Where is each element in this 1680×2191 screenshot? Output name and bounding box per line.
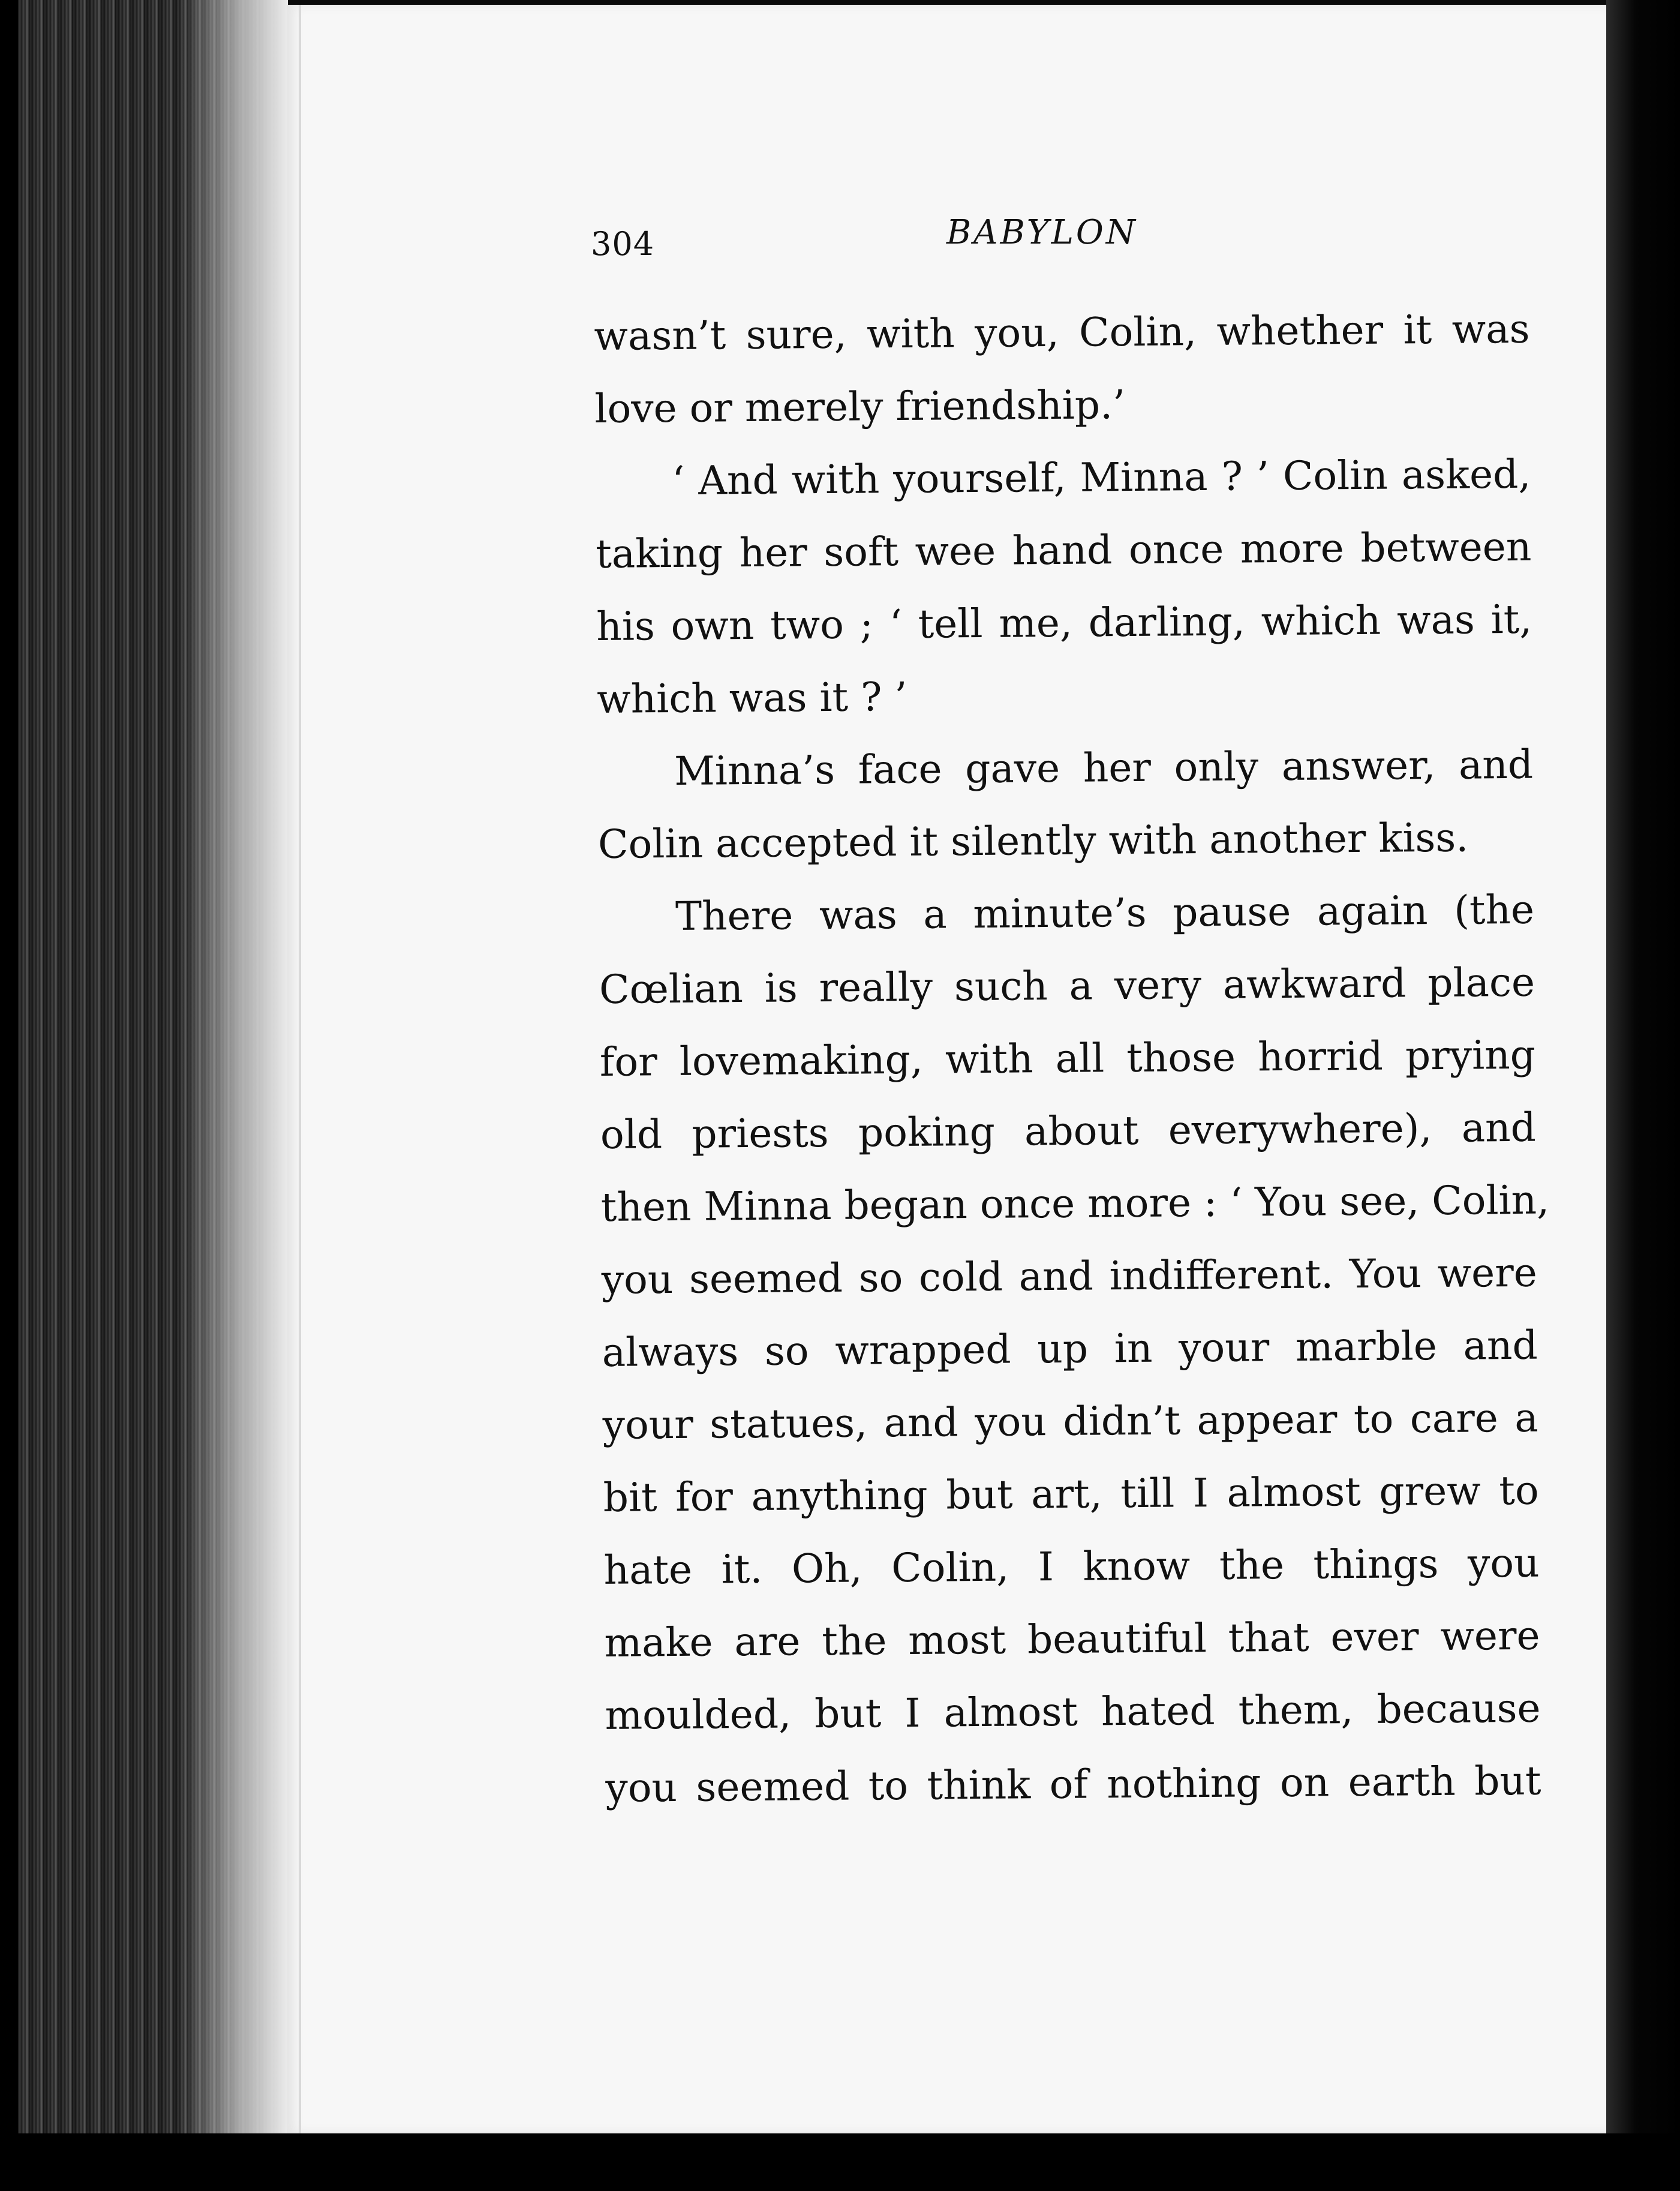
text-line: his own two ; ‘ tell me, darling, which was it, — [596, 596, 1532, 650]
text-line: for lovemaking, with all those horrid prying — [599, 1031, 1536, 1085]
text-line: love or merely friendship.’ — [594, 382, 1126, 432]
text-line: make are the most beautiful that ever were — [604, 1612, 1540, 1666]
text-line: There was a minute’s pause again (the — [675, 886, 1535, 940]
running-title: BABYLON — [946, 213, 1138, 252]
text-line: you seemed to think of nothing on earth but — [605, 1757, 1541, 1811]
text-line: hate it. Oh, Colin, I know the things you — [603, 1539, 1540, 1593]
page-edges-highlight — [180, 0, 288, 2160]
running-head — [591, 213, 1523, 267]
right-page-edge — [1606, 0, 1680, 2191]
page-gutter-line — [299, 5, 301, 2133]
text-line: your statues, and you didn’t appear to care a — [602, 1394, 1538, 1448]
text-line: ‘ And with yourself, Minna ? ’ Colin asked, — [672, 451, 1531, 504]
text-line: bit for anything but art, till I almost grew to — [603, 1467, 1539, 1521]
text-line: Colin accepted it silently with another kiss. — [597, 814, 1469, 868]
text-line: Minna’s face gave her only answer, and — [674, 741, 1534, 794]
binding-shadow — [0, 0, 18, 2160]
page-number: 304 — [591, 225, 655, 263]
text-line: always so wrapped up in your marble and — [602, 1322, 1538, 1376]
text-line: then Minna began once more : ‘ You see, Colin, — [600, 1176, 1550, 1230]
text-line: old priests poking about everywhere), and — [600, 1104, 1537, 1158]
text-line: Cœlian is really such a very awkward place — [599, 959, 1535, 1013]
body-text — [594, 293, 1550, 1824]
text-line: moulded, but I almost hated them, because — [605, 1685, 1541, 1739]
text-line: wasn’t sure, with you, Colin, whether it was — [594, 305, 1530, 359]
text-line: you seemed so cold and indifferent. You were — [601, 1249, 1538, 1303]
text-line: which was it ? ’ — [596, 673, 907, 722]
text-line: taking her soft wee hand once more between — [596, 523, 1532, 577]
page-edges-stack — [0, 0, 288, 2160]
bottom-scan-edge — [0, 2133, 1680, 2191]
